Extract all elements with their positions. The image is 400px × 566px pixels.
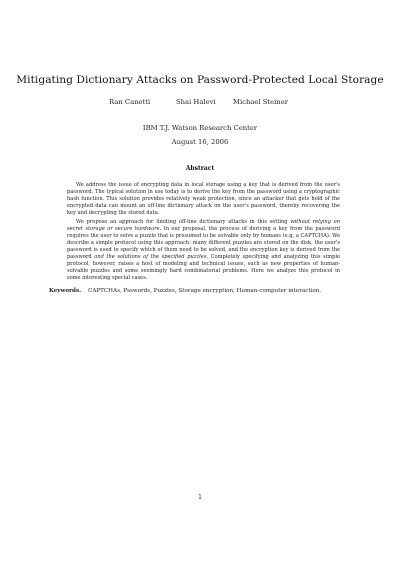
paper-title: Mitigating Dictionary Attacks on Password-Protected Local Storage xyxy=(16,74,384,86)
abstract-paragraph: We address the issue of encrypting data in local storage using a key that is derived from the user's password. The typical solution in use today is to derive the key from the password using a cryptographic hash function. This solution provides relatively weak protection, since an attacker that gets hold of the encrypted data can mount an off-line dictionary attack on the user's password, thereby recovering the key and decrypting the stored data. xyxy=(67,182,340,217)
affiliation: IBM T.J. Watson Research Center xyxy=(142,124,258,132)
keywords-label: Keywords. xyxy=(49,288,82,294)
page-number: 1 xyxy=(198,494,202,501)
author-name: Shai Halevi xyxy=(176,98,216,106)
keywords-line xyxy=(49,288,369,294)
abstract-heading: Abstract xyxy=(185,165,215,172)
abstract-text: We propose an approach for limiting off-line dictionary attacks in this setting xyxy=(76,219,291,226)
abstract-paragraph xyxy=(67,219,340,282)
keywords-text: CAPTCHAs, Psswords, Puzzles, Storage encryption, Human-computer interaction. xyxy=(88,288,322,294)
abstract-text: . Completely specifying and analyzing this simple protocol, however, raises a host of modeling and technical issues, such as new properties of human-solvable puzzles and some seemingly hard combinatorial problems. Here we analyze this protocol in some interesting special cases. xyxy=(67,254,340,282)
author-name: Ran Canetti xyxy=(109,98,151,106)
abstract-emphasis: and the solutions of the specified puzzles xyxy=(94,254,207,261)
abstract-text: . In our proposal, the process of deriving a key from the password requires the user to solve a puzzle that is presumed to be solvable only by humans (e.g, a CAPTCHA). We describe a simple protocol using this approach: many different puzzles are stored on the disk, the user's password is used to specify which of them need to be solved, and the encryption key is derived from the password xyxy=(67,226,340,261)
paper-date: August 16, 2006 xyxy=(171,138,229,146)
abstract-emphasis: without relying on secret storage or secure hardware xyxy=(67,219,340,233)
author-name: Michael Steiner xyxy=(233,98,288,106)
